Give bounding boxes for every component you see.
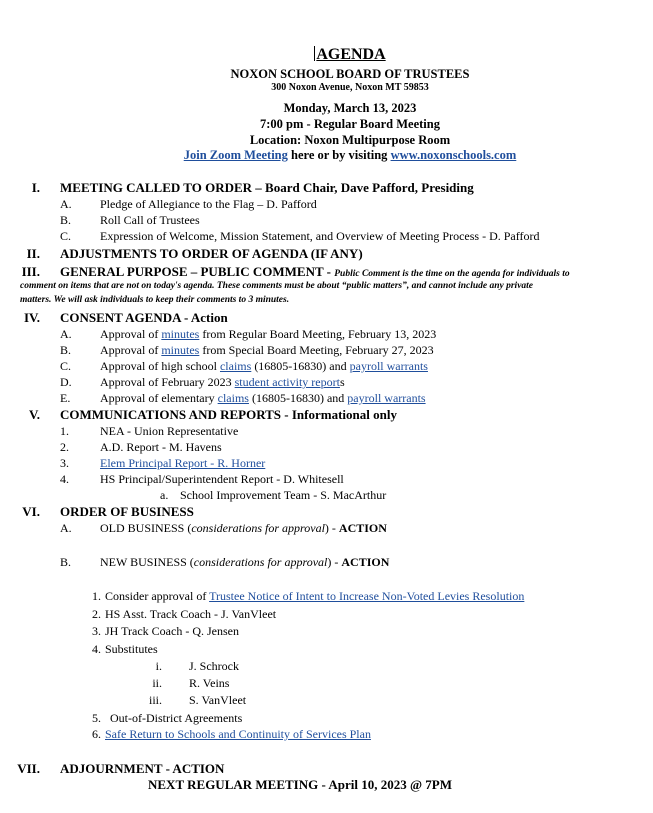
section-7-title: ADJOURNMENT - ACTION [60, 761, 225, 776]
substitute-1-name: J. Schrock [189, 659, 239, 673]
item-4e-label: E. [60, 391, 71, 405]
elem-principal-report-link[interactable]: Elem Principal Report - R. Horner [100, 456, 266, 470]
safe-return-plan-link[interactable]: Safe Return to Schools and Continuity of Services Plan [105, 727, 371, 741]
next-meeting: NEXT REGULAR MEETING - April 10, 2023 @ 7PM [148, 777, 453, 792]
student-activity-report-link[interactable]: student activity report [234, 375, 340, 389]
section-3-line1 [60, 264, 570, 280]
item-4b-label: B. [60, 343, 72, 357]
substitute-3-name: S. VanVleet [189, 693, 247, 707]
section-4-number: IV. [23, 310, 40, 325]
item-5-4-label: 4. [60, 472, 69, 486]
item-5-4a-label: a. [160, 488, 169, 502]
section-1-number: I. [31, 180, 40, 195]
item-1a-text: Pledge of Allegiance to the Flag – D. Pafford [100, 197, 317, 211]
new-item-1-text: Consider approval of Trustee Notice of Intent to Increase Non-Voted Levies Resolution [105, 589, 525, 603]
section-6-number: VI. [22, 504, 40, 519]
new-item-6-label: 6. [92, 727, 101, 741]
item-5-1-text: NEA - Union Representative [100, 424, 239, 438]
meeting-time: 7:00 pm - Regular Board Meeting [260, 117, 440, 131]
hs-payroll-warrants-link[interactable]: payroll warrants [349, 359, 428, 373]
section-4-title: CONSENT AGENDA - Action [60, 310, 228, 325]
item-4c-text: Approval of high school claims (16805-16830) and payroll warrants [100, 359, 428, 373]
public-comment-note-2: comment on items that are not on today's agenda. These comments must be about “public matters”, and cannot include any private [20, 281, 534, 291]
section-5-number: V. [29, 407, 40, 422]
substitute-2-label: ii. [152, 676, 162, 690]
item-4a-text: Approval of minutes from Regular Board Meeting, February 13, 2023 [100, 327, 437, 341]
new-business-label: B. [60, 555, 72, 569]
section-2-title: ADJUSTMENTS TO ORDER OF AGENDA (IF ANY) [60, 246, 363, 261]
hs-claims-link[interactable]: claims [219, 359, 252, 373]
old-business-label: A. [60, 521, 72, 535]
levies-resolution-link[interactable]: Trustee Notice of Intent to Increase Non-Voted Levies Resolution [209, 589, 525, 603]
website-link[interactable]: www.noxonschools.com [390, 148, 517, 162]
new-item-3-label: 3. [92, 624, 101, 638]
item-1c-label: C. [60, 229, 72, 243]
minutes-link-feb13[interactable]: minutes [161, 327, 200, 341]
substitute-1-label: i. [155, 659, 162, 673]
section-1-title: MEETING CALLED TO ORDER – Board Chair, Dave Pafford, Presiding [60, 180, 474, 195]
new-business-text: NEW BUSINESS (considerations for approval) - ACTION [100, 555, 390, 569]
new-item-4-text: Substitutes [105, 642, 158, 656]
item-4b-text: Approval of minutes from Special Board Meeting, February 27, 2023 [100, 343, 434, 357]
zoom-line: Join Zoom Meeting here or by visiting www.noxonschools.com [183, 148, 517, 162]
new-item-3-text: JH Track Coach - Q. Jensen [105, 624, 239, 638]
item-4c-label: C. [60, 359, 72, 373]
item-4d-label: D. [60, 375, 72, 389]
page-title: AGENDA [316, 46, 386, 63]
new-item-1-label: 1. [92, 589, 101, 603]
item-4e-text: Approval of elementary claims (16805-16830) and payroll warrants [100, 391, 426, 405]
section-2-number: II. [26, 246, 40, 261]
section-3-title: GENERAL PURPOSE – PUBLIC COMMENT - [60, 264, 335, 279]
new-item-5-text: Out-of-District Agreements [110, 711, 243, 725]
section-3-number: III. [21, 264, 40, 279]
board-name: NOXON SCHOOL BOARD OF TRUSTEES [230, 67, 470, 81]
public-comment-note-3: matters. We will ask individuals to keep their comments to 3 minutes. [20, 295, 290, 305]
item-5-2-label: 2. [60, 440, 69, 454]
item-5-4a-text: School Improvement Team - S. MacArthur [180, 488, 387, 502]
item-5-3-label: 3. [60, 456, 69, 470]
meeting-location: Location: Noxon Multipurpose Room [249, 133, 451, 147]
minutes-link-feb27[interactable]: minutes [161, 343, 200, 357]
new-item-2-label: 2. [92, 607, 101, 621]
new-item-4-label: 4. [92, 642, 101, 656]
item-5-1-label: 1. [60, 424, 69, 438]
elem-payroll-warrants-link[interactable]: payroll warrants [347, 391, 426, 405]
meeting-date: Monday, March 13, 2023 [283, 101, 417, 115]
item-1b-label: B. [60, 213, 72, 227]
item-4a-label: A. [60, 327, 72, 341]
new-item-5-label: 5. [92, 711, 101, 725]
item-5-2-text: A.D. Report - M. Havens [100, 440, 222, 454]
item-1b-text: Roll Call of Trustees [100, 213, 200, 227]
new-item-2-text: HS Asst. Track Coach - J. VanVleet [105, 607, 277, 621]
elem-claims-link[interactable]: claims [217, 391, 249, 405]
item-4d-text: Approval of February 2023 student activity reports [100, 375, 345, 389]
substitute-3-label: iii. [148, 693, 162, 707]
item-5-4-text: HS Principal/Superintendent Report - D. Whitesell [100, 472, 344, 486]
section-5-title: COMMUNICATIONS AND REPORTS - Informational only [60, 407, 397, 422]
old-business-text: OLD BUSINESS (considerations for approval) - ACTION [100, 521, 387, 535]
section-6-title: ORDER OF BUSINESS [60, 504, 194, 519]
item-1a-label: A. [60, 197, 72, 211]
item-1c-text: Expression of Welcome, Mission Statement, and Overview of Meeting Process - D. Pafford [100, 229, 540, 243]
section-7-number: VII. [17, 761, 40, 776]
zoom-link[interactable]: Join Zoom Meeting [183, 148, 288, 162]
public-comment-note-1: Public Comment is the time on the agenda for individuals to [334, 269, 570, 279]
board-address: 300 Noxon Avenue, Noxon MT 59853 [271, 82, 429, 93]
substitute-2-name: R. Veins [189, 676, 230, 690]
